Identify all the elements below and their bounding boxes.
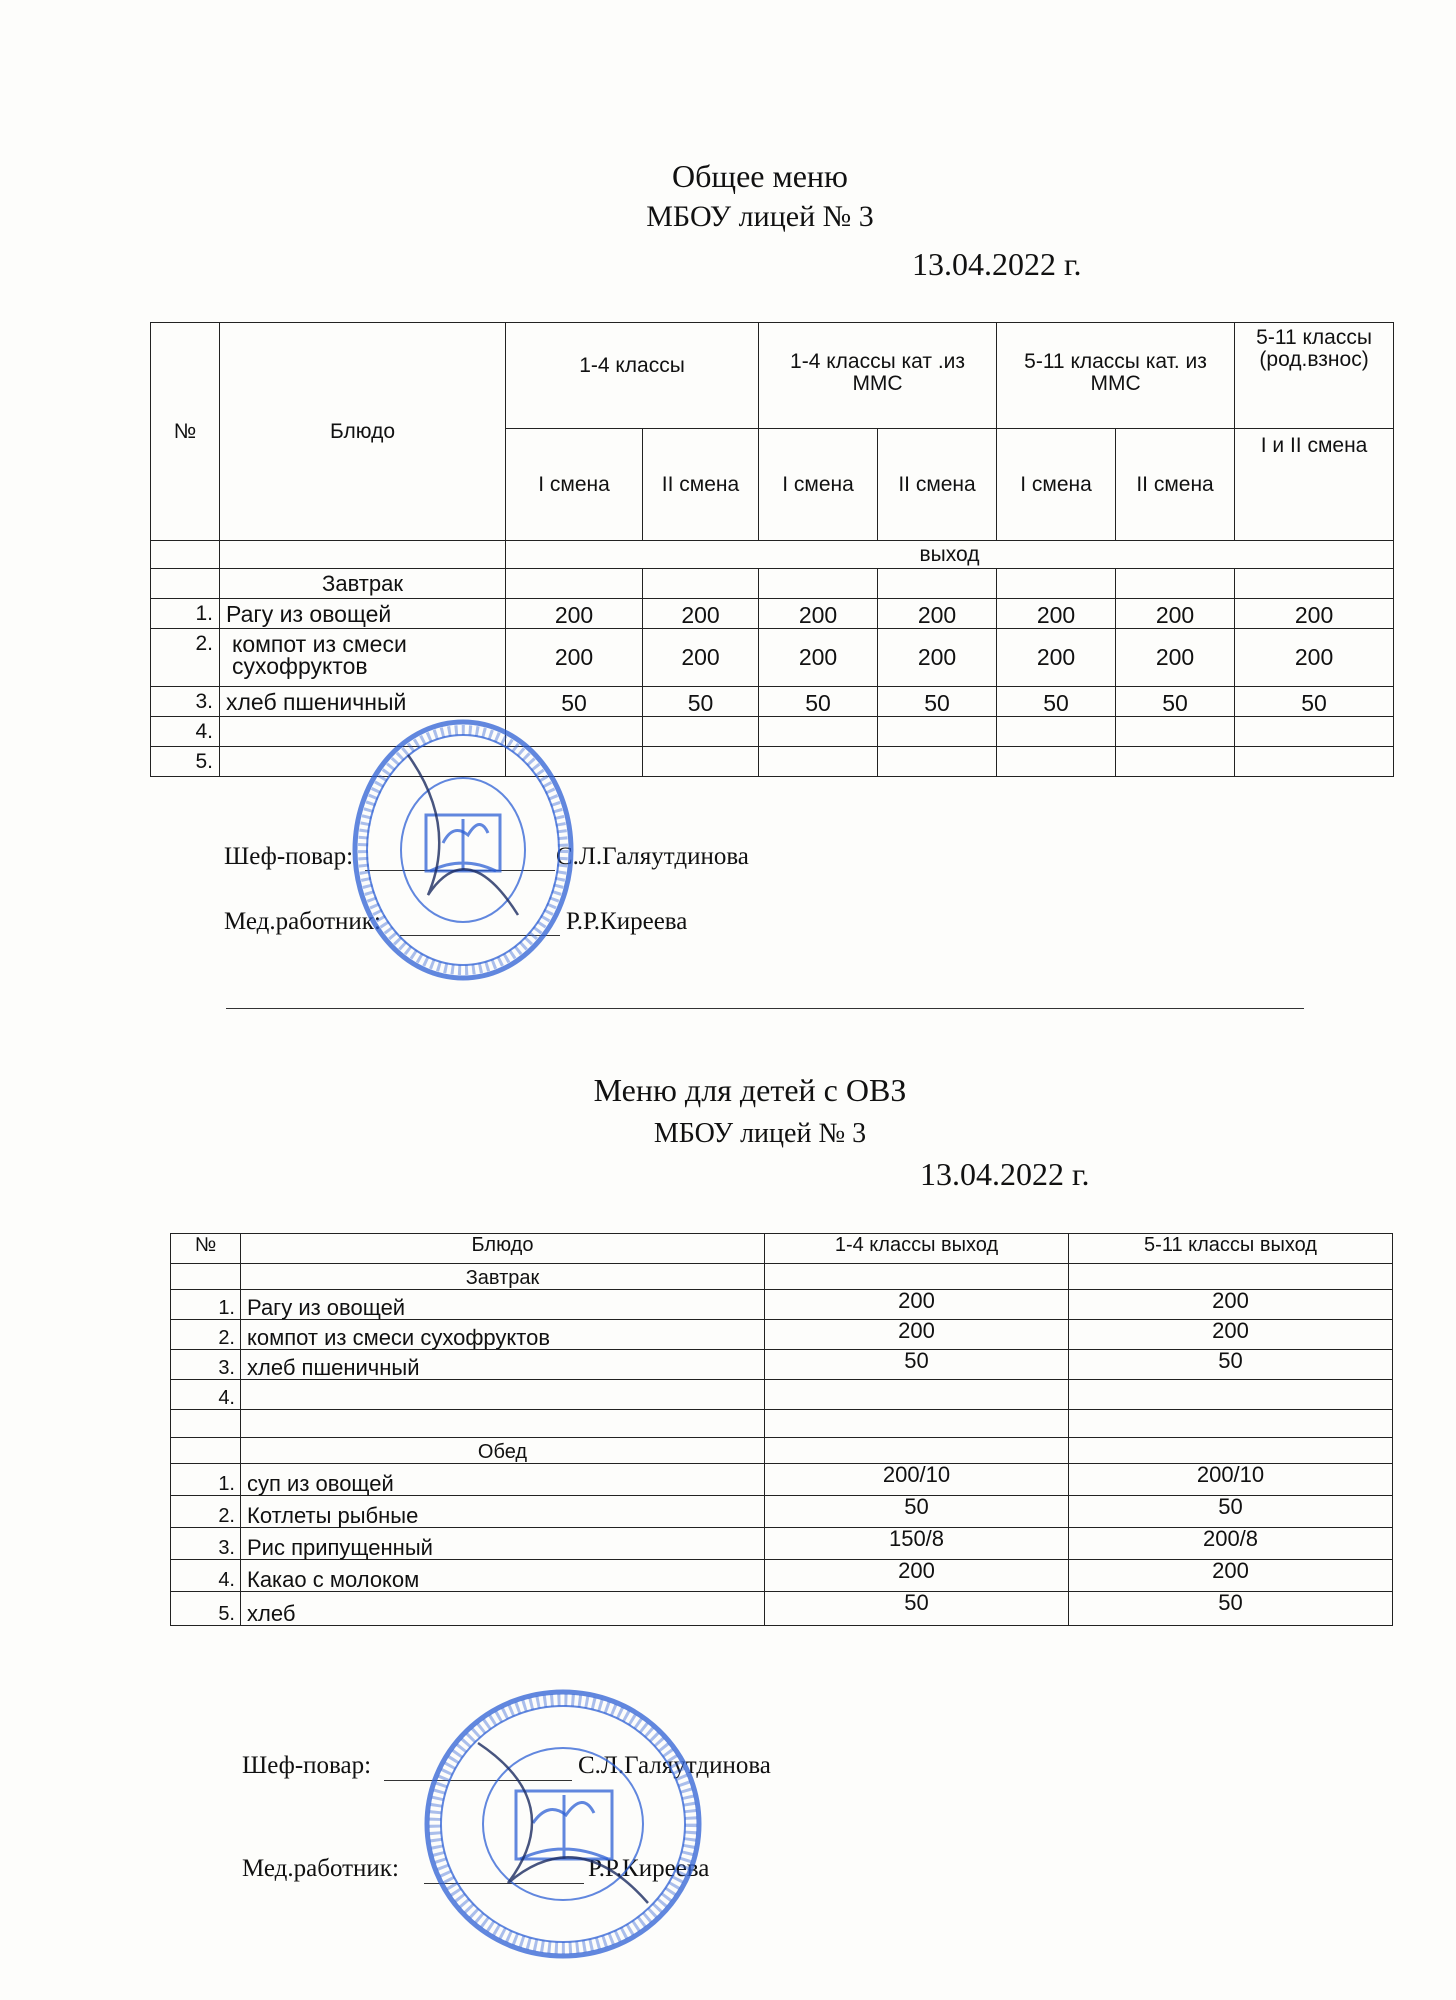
header-shift-1: I смена bbox=[997, 429, 1116, 541]
menu1-school: МБОУ лицей № 3 bbox=[646, 200, 874, 233]
dish-name: Котлеты рыбные bbox=[241, 1496, 765, 1528]
dish-name: суп из овощей bbox=[241, 1464, 765, 1496]
header-num: № bbox=[151, 323, 220, 541]
header-dish: Блюдо bbox=[220, 323, 506, 541]
dish-name: Рагу из овощей bbox=[220, 599, 506, 629]
portion-value: 50 bbox=[765, 1592, 1069, 1626]
dish-name bbox=[241, 1380, 765, 1410]
portion-value: 50 bbox=[997, 687, 1116, 717]
row-number: 1. bbox=[171, 1290, 241, 1320]
portion-value: 50 bbox=[506, 687, 643, 717]
portion-value: 50 bbox=[1069, 1350, 1393, 1380]
portion-value: 200 bbox=[1069, 1560, 1393, 1592]
med-name: Р.Р.Киреева bbox=[588, 1855, 710, 1882]
portion-value: 200 bbox=[506, 629, 643, 687]
portion-value: 200 bbox=[997, 629, 1116, 687]
portion-value: 200 bbox=[643, 599, 759, 629]
portion-value: 200 bbox=[1235, 629, 1394, 687]
row-number: 3. bbox=[171, 1528, 241, 1560]
portion-value: 200 bbox=[765, 1560, 1069, 1592]
chef-label: Шеф-повар: bbox=[224, 843, 354, 870]
portion-value: 200/10 bbox=[765, 1464, 1069, 1496]
header-dish: Блюдо bbox=[241, 1234, 765, 1264]
header-shift-1: I смена bbox=[759, 429, 878, 541]
portion-value: 50 bbox=[765, 1350, 1069, 1380]
row-number: 2. bbox=[151, 629, 220, 687]
header-group-1-4: 1-4 классы bbox=[506, 323, 759, 429]
menu2-title: Меню для детей с ОВЗ bbox=[593, 1072, 907, 1108]
header-num: № bbox=[171, 1234, 241, 1264]
dish-name: хлеб bbox=[241, 1592, 765, 1626]
med-label: Мед.работник: bbox=[224, 908, 381, 935]
chef-name: С.Л.Галяутдинова bbox=[578, 1752, 771, 1779]
menu2-table bbox=[170, 1233, 1393, 1626]
official-stamp-icon bbox=[418, 1683, 708, 1965]
dish-name: компот из смеси сухофруктов bbox=[220, 629, 506, 687]
portion-value: 50 bbox=[1069, 1592, 1393, 1626]
portion-value: 50 bbox=[878, 687, 997, 717]
dish-name: Рагу из овощей bbox=[241, 1290, 765, 1320]
portion-value: 50 bbox=[765, 1496, 1069, 1528]
portion-value: 200 bbox=[506, 599, 643, 629]
portion-value: 200 bbox=[1116, 629, 1235, 687]
med-label: Мед.работник: bbox=[242, 1855, 399, 1882]
header-group-5-11-mms: 5-11 классы кат. из ММС bbox=[997, 323, 1235, 429]
header-group-5-11-fee: 5-11 классы (род.взнос) bbox=[1235, 323, 1394, 429]
portion-value: 200 bbox=[878, 629, 997, 687]
portion-value: 150/8 bbox=[765, 1528, 1069, 1560]
portion-value: 200 bbox=[765, 1320, 1069, 1350]
portion-value: 50 bbox=[759, 687, 878, 717]
row-number: 3. bbox=[151, 687, 220, 717]
portion-value: 50 bbox=[1069, 1496, 1393, 1528]
row-number: 4. bbox=[171, 1380, 241, 1410]
menu1-table bbox=[150, 322, 1394, 777]
header-shift-both: I и II смена bbox=[1235, 429, 1394, 541]
menu2-school: МБОУ лицей № 3 bbox=[653, 1118, 867, 1149]
menu1-date: 13.04.2022 г. bbox=[912, 246, 1082, 282]
dish-name: Рис припущенный bbox=[241, 1528, 765, 1560]
header-shift-2: II смена bbox=[878, 429, 997, 541]
dish-name: Какао с молоком bbox=[241, 1560, 765, 1592]
header-output: выход bbox=[506, 541, 1394, 569]
portion-value: 200 bbox=[759, 629, 878, 687]
portion-value: 200 bbox=[643, 629, 759, 687]
header-shift-2: II смена bbox=[1116, 429, 1235, 541]
header-shift-2: II смена bbox=[643, 429, 759, 541]
med-name: Р.Р.Киреева bbox=[566, 908, 688, 935]
row-number: 2. bbox=[171, 1320, 241, 1350]
row-number: 4. bbox=[151, 717, 220, 747]
dish-name: компот из смеси сухофруктов bbox=[241, 1320, 765, 1350]
dish-name: хлеб пшеничный bbox=[220, 687, 506, 717]
official-stamp-icon bbox=[348, 715, 578, 985]
portion-value: 200/10 bbox=[1069, 1464, 1393, 1496]
portion-value: 200 bbox=[878, 599, 997, 629]
row-number: 2. bbox=[171, 1496, 241, 1528]
row-number: 5. bbox=[151, 747, 220, 777]
row-number: 1. bbox=[171, 1464, 241, 1496]
portion-value: 50 bbox=[643, 687, 759, 717]
section-lunch: Обед bbox=[241, 1438, 765, 1464]
portion-value: 200 bbox=[997, 599, 1116, 629]
portion-value: 200 bbox=[1235, 599, 1394, 629]
portion-value: 200 bbox=[1069, 1320, 1393, 1350]
portion-value: 200/8 bbox=[1069, 1528, 1393, 1560]
header-col-1-4: 1-4 классы выход bbox=[765, 1234, 1069, 1264]
row-number: 1. bbox=[151, 599, 220, 629]
divider bbox=[226, 1008, 1304, 1009]
portion-value: 200 bbox=[1116, 599, 1235, 629]
dish-name: хлеб пшеничный bbox=[241, 1350, 765, 1380]
header-col-5-11: 5-11 классы выход bbox=[1069, 1234, 1393, 1264]
chef-label: Шеф-повар: bbox=[242, 1752, 372, 1779]
section-breakfast: Завтрак bbox=[241, 1264, 765, 1290]
portion-value: 200 bbox=[765, 1290, 1069, 1320]
section-breakfast: Завтрак bbox=[220, 569, 506, 599]
portion-value: 200 bbox=[759, 599, 878, 629]
chef-name: С.Л.Галяутдинова bbox=[556, 843, 749, 870]
header-group-1-4-mms: 1-4 классы кат .из ММС bbox=[759, 323, 997, 429]
menu2-date: 13.04.2022 г. bbox=[920, 1156, 1090, 1192]
portion-value: 50 bbox=[1116, 687, 1235, 717]
row-number: 4. bbox=[171, 1560, 241, 1592]
portion-value: 200 bbox=[1069, 1290, 1393, 1320]
row-number: 5. bbox=[171, 1592, 241, 1626]
row-number: 3. bbox=[171, 1350, 241, 1380]
portion-value: 50 bbox=[1235, 687, 1394, 717]
header-shift-1: I смена bbox=[506, 429, 643, 541]
menu1-title: Общее меню bbox=[672, 158, 848, 194]
